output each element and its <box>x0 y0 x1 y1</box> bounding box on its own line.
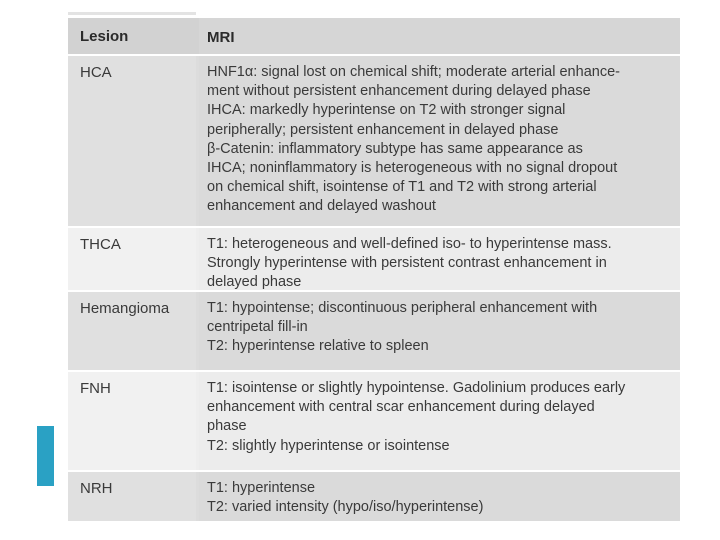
table-row-nrh <box>68 472 680 521</box>
mri-cell <box>199 372 680 470</box>
lesion-cell: Hemangioma <box>68 292 196 370</box>
mri-line: T1: hyperintense <box>207 480 316 496</box>
mri-line: T2: hyperintense relative to spleen <box>207 338 429 355</box>
mri-line: peripherally; persistent enhancement in delayed phase <box>207 121 559 138</box>
lesion-cell: HCA <box>68 56 196 226</box>
header-lesion: Lesion <box>68 18 196 54</box>
mri-cell <box>199 472 680 521</box>
mri-line: Strongly hyperintense with persistent contrast enhancement in <box>207 255 607 272</box>
lesion-cell: NRH <box>68 472 196 521</box>
table-row-hemangioma <box>68 292 680 370</box>
table-row-thca <box>68 228 680 290</box>
mri-line: ment without persistent enhancement during delayed phase <box>207 83 591 100</box>
accent-bar <box>37 426 54 486</box>
lesion-cell: FNH <box>68 372 196 470</box>
mri-line: T1: hypointense; discontinuous peripheral enhancement with <box>207 300 598 316</box>
mri-line: on chemical shift, isointense of T1 and T2 with strong arterial <box>207 179 597 196</box>
lesion-mri-table <box>68 18 680 521</box>
mri-line: T1: isointense or slightly hypointense. Gadolinium produces early <box>207 380 626 396</box>
mri-line: IHCA: markedly hyperintense on T2 with stronger signal <box>207 102 566 119</box>
mri-cell <box>199 228 680 290</box>
table-header <box>68 18 680 54</box>
top-rule <box>68 12 196 15</box>
mri-cell <box>199 292 680 370</box>
mri-line: T1: heterogeneous and well-defined iso- to hyperintense mass. <box>207 236 612 252</box>
mri-line: β-Catenin: inflammatory subtype has same appearance as <box>207 140 583 157</box>
mri-line: centripetal fill-in <box>207 319 308 336</box>
mri-line: delayed phase <box>207 274 302 291</box>
mri-line: IHCA; noninflammatory is heterogeneous with no signal dropout <box>207 160 618 177</box>
mri-line: enhancement and delayed washout <box>207 198 436 215</box>
mri-line: phase <box>207 418 247 435</box>
mri-line: T2: varied intensity (hypo/iso/hyperintense) <box>207 499 484 516</box>
mri-line: T2: slightly hyperintense or isointense <box>207 437 450 454</box>
mri-line: enhancement with central scar enhancement during delayed <box>207 399 595 416</box>
header-mri: MRI <box>199 18 680 54</box>
table-row-hca <box>68 56 680 226</box>
mri-line: HNF1α: signal lost on chemical shift; moderate arterial enhance- <box>207 64 620 80</box>
table-row-fnh <box>68 372 680 470</box>
mri-cell <box>199 56 680 226</box>
lesion-cell: THCA <box>68 228 196 290</box>
